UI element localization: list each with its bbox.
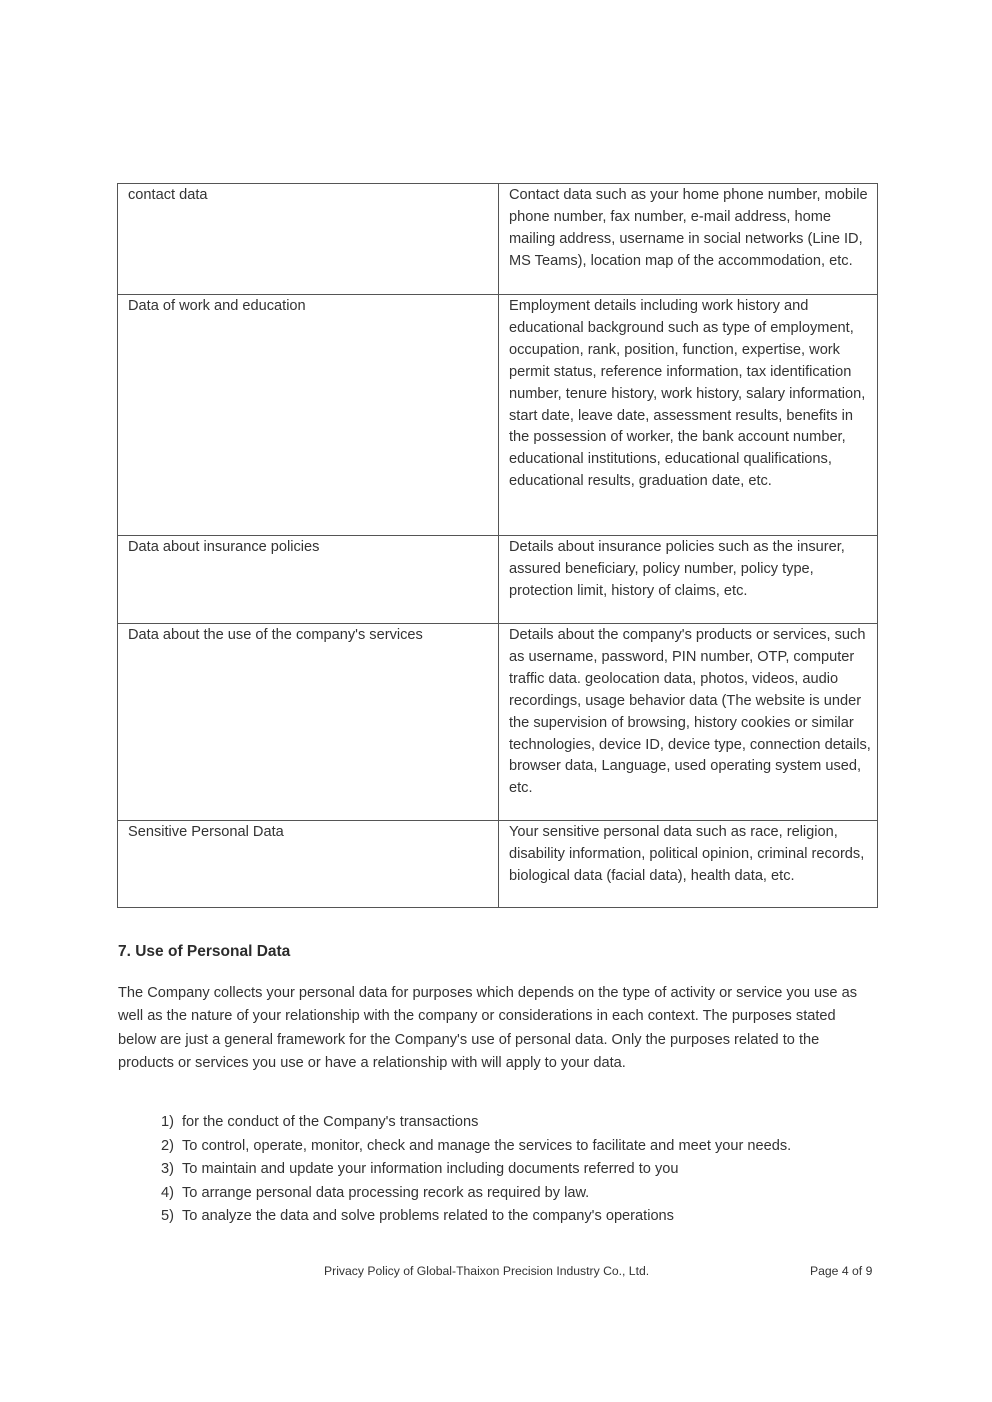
table-row <box>118 624 878 821</box>
data-category-cell: Data about insurance policies <box>118 536 499 624</box>
list-item-text: To maintain and update your information including documents referred to you <box>182 1161 679 1178</box>
list-item-number: 4) <box>161 1184 174 1201</box>
data-category-cell: Data about the use of the company's services <box>118 624 499 821</box>
list-item-text: To arrange personal data processing recork as required by law. <box>182 1184 590 1201</box>
list-item-text: To control, operate, monitor, check and manage the services to facilitate and meet your needs. <box>182 1137 792 1154</box>
data-description-cell: Details about the company's products or services, such as username, password, PIN number, OTP, computer traffic data. geolocation data, photos, videos, audio recordings, usage behavior data (The website is under the supervision of browsing, history cookies or similar technologies, device ID, device type, connection details, browser data, Language, used operating system used, etc. <box>499 624 878 821</box>
table-row <box>118 536 878 624</box>
list-item-text: To analyze the data and solve problems related to the company's operations <box>182 1208 674 1225</box>
list-item <box>118 1135 888 1159</box>
list-item <box>118 1182 888 1206</box>
list-item-number: 5) <box>161 1208 174 1225</box>
list-item-number: 3) <box>161 1161 174 1178</box>
table-row <box>118 295 878 536</box>
list-item-text: for the conduct of the Company's transactions <box>182 1114 479 1130</box>
table-row <box>118 821 878 908</box>
personal-data-table <box>117 183 878 908</box>
data-description-cell: Contact data such as your home phone number, mobile phone number, fax number, e-mail address, home mailing address, username in social networks (Line ID, MS Teams), location map of the accommodation, etc. <box>499 184 878 295</box>
table-row <box>118 184 878 295</box>
section-intro-paragraph: The Company collects your personal data for purposes which depends on the type of activity or service you use as well as the nature of your relationship with the company or considerations in each context. The purposes stated below are just a general framework for the Company's use of personal data. Only the purposes related to the products or services you use or have a relationship with will apply to your data. <box>118 985 858 1072</box>
data-description-cell: Employment details including work history and educational background such as type of employment, occupation, rank, position, function, expertise, work permit status, reference information, tax identification number, tenure history, work history, salary information, start date, leave date, assessment results, benefits in the possession of worker, the bank account number, educational institutions, educational qualifications, educational results, graduation date, etc. <box>499 295 878 536</box>
list-item <box>118 1158 888 1182</box>
footer-policy-title: Privacy Policy of Global-Thaixon Precision Industry Co., Ltd. <box>324 1264 650 1278</box>
purposes-list <box>118 1111 888 1229</box>
footer-page-number: Page 4 of 9 <box>810 1264 873 1278</box>
data-category-cell: Data of work and education <box>118 295 499 536</box>
list-item-number: 2) <box>161 1137 174 1154</box>
data-description-cell: Details about insurance policies such as the insurer, assured beneficiary, policy number, policy type, protection limit, history of claims, etc. <box>499 536 878 624</box>
data-category-cell: Sensitive Personal Data <box>118 821 499 908</box>
list-item-number: 1) <box>161 1114 174 1130</box>
section-heading: 7. Use of Personal Data <box>118 943 291 960</box>
list-item <box>118 1205 888 1229</box>
list-item <box>118 1111 888 1135</box>
data-category-cell: contact data <box>118 184 499 295</box>
data-description-cell: Your sensitive personal data such as race, religion, disability information, political opinion, criminal records, biological data (facial data), health data, etc. <box>499 821 878 908</box>
